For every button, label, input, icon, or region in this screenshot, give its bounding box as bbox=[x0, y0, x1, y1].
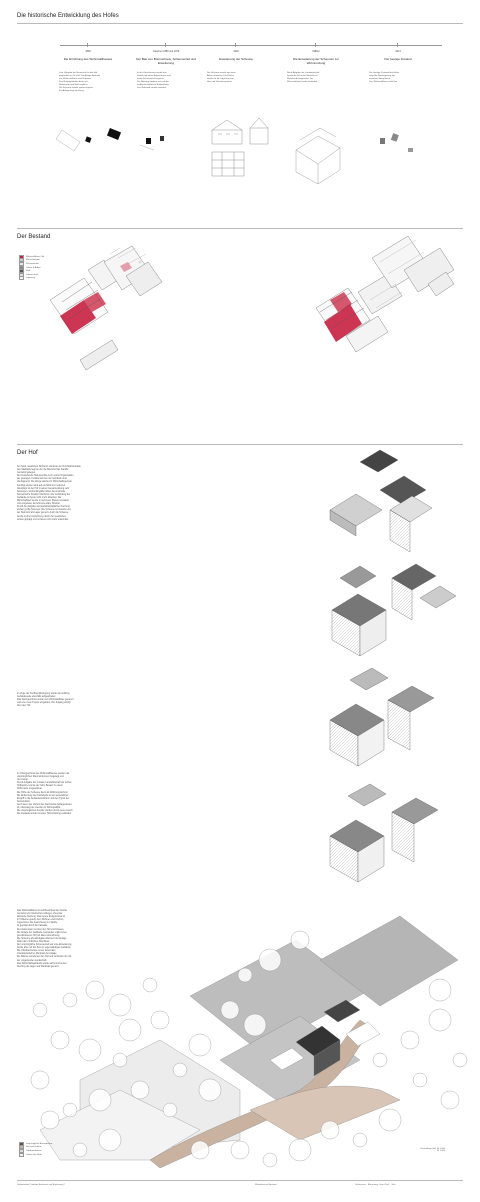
paragraph-line: harmonische Struktur überformt. Die Verbindung der bbox=[17, 493, 71, 496]
tree-canopy bbox=[441, 1091, 459, 1109]
paragraph-line: Die Fassade wurde mit einer Holzschalung verkleidet. bbox=[17, 813, 72, 816]
tree-canopy bbox=[321, 1121, 339, 1139]
timeline-heading: Der heutige Zustand bbox=[384, 57, 412, 61]
paragraph-line: Der Gartenraum ist über den Hof erschlossen. bbox=[17, 928, 64, 931]
timeline-text-line: Wohnraum umgenutzt. Der bbox=[287, 78, 314, 80]
site-plan bbox=[40, 916, 458, 1168]
timeline-heading: Die Erweiterung der Scheunen zur Wohnnutzung bbox=[293, 57, 339, 65]
timeline-text-line: Nach Aufgabe der Landwirtschaft bbox=[287, 72, 320, 74]
timeline-heading: Erweiterung der Scheune bbox=[219, 57, 253, 61]
tree-canopy bbox=[289, 1139, 311, 1161]
caption-line: M 1:500 bbox=[437, 1150, 445, 1152]
paragraph-line: Gebäude ist heute nicht mehr ablesbar. Der bbox=[17, 496, 62, 499]
paragraph-line: Die Obstbaumwiese ist ein besonders bbox=[17, 950, 56, 953]
paragraph-line: und eine neue Treppe eingebaut. Der Zugang erfolgt bbox=[17, 702, 71, 705]
paragraph-line: wurde in ihrer Ausrichtung durch den westlichen bbox=[17, 515, 66, 518]
tree-canopy bbox=[259, 949, 281, 971]
tree-canopy bbox=[231, 1141, 249, 1159]
paragraph-line: Eingriff in die Gebäudesubstanz und den Typus der bbox=[17, 797, 70, 800]
tree-canopy bbox=[119, 1019, 141, 1041]
axo-3 bbox=[330, 668, 434, 766]
timeline-text-line: Heu und Geräten genutzt. bbox=[207, 81, 233, 83]
bestand-heading: Der Bestand bbox=[17, 234, 51, 240]
paragraph-line: Die Anlage der Gebäude zueinander ergibt einen bbox=[17, 931, 67, 934]
paragraph-line: Das Wohnstallhaus ist seit Beschluss der Familie bbox=[17, 910, 67, 912]
axo-1 bbox=[330, 450, 432, 552]
timeline-text-line: Die Anlage liegt am Hang. bbox=[59, 90, 85, 92]
paragraph-line: Allerdings ist der Hof in seiner Gesamtwirkung sehr bbox=[17, 487, 70, 490]
paragraph-line: Gebäudeseite ebenfalls aufgearbeitet. bbox=[17, 696, 56, 699]
paragraph-line: Am Nord- westlichen Dorfrand, direkt an der Durchfahrtsstraße bbox=[17, 466, 81, 468]
paragraph-line: Durch die Aufgabe der landwirtschaftlichen Nutzung bbox=[17, 506, 70, 509]
paragraph-line: wurde aber mit der Zeit ein eigenständiges Gebäude. bbox=[17, 947, 72, 950]
timeline-text-line: Die Nutzung änderte sich mit der bbox=[137, 81, 169, 83]
legend-label: Leben & Arbeit bbox=[26, 266, 41, 269]
timeline-text-line: gegründet im 19. Jhd. Die Anlage bestand bbox=[59, 75, 100, 77]
legend-label: Hof und Zufahrt bbox=[26, 1146, 42, 1149]
timeline-text-line: In der Zwischenzeit wurde das bbox=[137, 72, 167, 74]
site-caption bbox=[420, 1148, 445, 1152]
paragraph-line: Auch wenn der Verlust des Fachwerks beklagenswert bbox=[17, 803, 72, 806]
tree-canopy bbox=[353, 1133, 367, 1147]
legend-label: Scheunenteil bbox=[26, 262, 39, 265]
tree-canopy bbox=[401, 1031, 419, 1049]
paragraph-line: Konstruktion. bbox=[17, 800, 31, 803]
timeline-text-line: Das Hauptgebäude diente als bbox=[59, 81, 88, 83]
paragraph-line: über den Hof. bbox=[17, 705, 31, 708]
timeline-heading: Die Errichtung des Wohnstallhauses bbox=[63, 57, 113, 61]
tree-canopy bbox=[373, 1053, 387, 1067]
timeline-text-line: Das Gebäude wurde erweitert. bbox=[137, 87, 167, 89]
tree-canopy bbox=[33, 1003, 47, 1017]
tree-canopy bbox=[453, 1053, 467, 1067]
legend-label: Stall bbox=[26, 270, 31, 273]
timeline-year: 2013 bbox=[395, 50, 401, 53]
paragraph-line: der gewogen. Funktionszonen der Gebäude sind bbox=[17, 478, 67, 481]
legend-label: Wohnstallhaus Teil bbox=[26, 255, 45, 258]
paragraph-line: heterogen. Grobe Eingriffe haben die einstmals bbox=[17, 490, 66, 493]
paragraph-line: Die Bäume umrahmen den Hof und verbinden ihn mit bbox=[17, 956, 72, 959]
paragraph-line: benötigt wurden sind auf ein Minimum reduziert. bbox=[17, 484, 66, 487]
tree-canopy bbox=[131, 1081, 149, 1099]
paragraph-line: stehen große Teile leer. Die Scheune ist marode und bbox=[17, 509, 71, 512]
tree-canopy bbox=[429, 979, 451, 1001]
tree-canopy bbox=[86, 981, 104, 999]
paragraph-line: charakteristisches Merkmal der Anlage. bbox=[17, 953, 58, 956]
timeline-text-line: wurde die Scheune teilweise zu bbox=[287, 75, 318, 77]
tree-canopy bbox=[151, 1011, 169, 1029]
tree-canopy bbox=[99, 1129, 121, 1151]
legend-label: Lagerung bbox=[26, 277, 36, 280]
paragraph-line: Durch Aufgabe der privaten Landwirtschaft der letzten bbox=[17, 782, 72, 785]
paragraph-line: Das Dachgeschoss wurde vom Wohnstallhaus getrennt bbox=[17, 699, 74, 702]
legend-label: Garten der Höfe bbox=[26, 1153, 42, 1156]
paragraph-line: neu belegt. bbox=[17, 779, 29, 782]
paragraph-line: Der bestehende Hofensemble ist in seiner Organisation bbox=[17, 475, 74, 478]
paragraph-line: Im Zuge der Fachwerkfreilegung wurde die südliche bbox=[17, 693, 70, 695]
tree-canopy bbox=[291, 931, 309, 949]
tree-canopy bbox=[89, 1089, 111, 1111]
paragraph-line: überlappend. Die Wege welche für Wirtschaftsgerüste bbox=[17, 481, 72, 484]
paragraph-line: geschlossenen Hof mit klarer Ausrichtung. bbox=[17, 934, 60, 937]
tree-canopy bbox=[263, 1153, 277, 1167]
tree-canopy bbox=[79, 1039, 101, 1061]
tree-canopy bbox=[199, 1079, 221, 1101]
footer-left: Diplomarbeit Tradition Baukunst und Ergänzung? bbox=[17, 1184, 65, 1186]
timeline-text-line: Die Scheune wurde um einen bbox=[207, 72, 236, 74]
tree-canopy bbox=[109, 994, 131, 1016]
timeline-text-line: landwirtschaftlichen Entwicklung. bbox=[137, 84, 169, 86]
footer-rule bbox=[17, 1180, 463, 1181]
timeline-year: zwischen 1880 und 1979 bbox=[152, 50, 180, 53]
legend-label: Wirtschaftsteil bbox=[26, 259, 40, 262]
timeline-year: 1920 bbox=[233, 50, 239, 53]
paragraph-line: Hofbesitzer wurde der hohe Besatz zu einem bbox=[17, 785, 63, 788]
paragraph-line: der umgebenden Landschaft. bbox=[17, 959, 47, 962]
legend-label: ursprüngliche Bausubstanz bbox=[26, 1142, 53, 1145]
paragraph-line: des Stadtteils liegt an der die Baumhof der Familie bbox=[17, 469, 69, 472]
legend-label: Obstbaumwiese bbox=[26, 1149, 42, 1152]
tree-canopy bbox=[429, 1009, 451, 1031]
tree-canopy bbox=[238, 968, 252, 982]
tree-canopy bbox=[413, 1073, 427, 1087]
paragraph-line: Nutzung als Lager und Werkstatt genutzt. bbox=[17, 965, 60, 968]
timeline-text-line: aus Wohnstallhaus und Scheune. bbox=[59, 78, 92, 80]
tree-canopy bbox=[173, 1063, 187, 1077]
paragraph-line: Die ursprünglichen Fenster wurden durch neue ersetzt. bbox=[17, 810, 74, 813]
paragraph-line: ist, überwiegt der Gewinn an Wohnqualität. bbox=[17, 807, 61, 810]
timeline-year: 1860 bbox=[85, 50, 91, 53]
paragraph-line: in 5 Räume geteilt, dem Wohnen und Kochen bbox=[17, 919, 64, 922]
paragraph-line: zugeordnet. Die Ausrichtung zur Straße bbox=[17, 922, 58, 925]
paragraph-line: der Stall wird als Lager genutzt. Auch die Scheune bbox=[17, 512, 69, 515]
site-legend bbox=[19, 1142, 52, 1156]
tree-canopy bbox=[379, 1109, 401, 1131]
paragraph-line: Die Scheune als wichtigstes Element der Anlage bbox=[17, 937, 67, 940]
paragraph-line: Gerrwind ein historisches Anliegen ohne klar bbox=[17, 913, 63, 916]
timeline-year: 1980er bbox=[312, 50, 320, 53]
paragraph-line: ursprünglichen Raumstrukturen freigelegt und bbox=[17, 776, 64, 779]
timeline-text-line: Anbau erweitert. Die Fläche bbox=[207, 75, 234, 77]
legend-label: Lebensraum bbox=[26, 273, 39, 276]
timeline-text-line: Das Wohnstallhaus steht leer. bbox=[369, 81, 398, 83]
tree-canopy bbox=[189, 1034, 211, 1056]
timeline-text-line: Laut Urkunde der Bauernhof ist der Hof bbox=[59, 72, 98, 74]
timeline-heading: Der Bau von Brennerhaus, Scheunenteil und Erweiterung bbox=[136, 57, 196, 65]
tree-canopy bbox=[31, 1071, 49, 1089]
paragraph-line: Die Höhe der Scheune dient als Wohnungsschutz. bbox=[17, 791, 69, 794]
paragraph-line: Im Obergeschoss des Wohnstallhauses wurden die bbox=[17, 773, 70, 775]
timeline-text-line: wurde für die Lagerung von bbox=[207, 78, 234, 80]
tree-canopy bbox=[221, 1001, 239, 1019]
timeline-text-line: Der heutige Zustand des Hofes bbox=[369, 72, 400, 74]
tree-canopy bbox=[63, 993, 77, 1007]
paragraph-line: bildet den nördlichen Abschluss. bbox=[17, 940, 50, 943]
timeline-text-line: zeigt die Überlagerung der bbox=[369, 75, 395, 77]
paragraph-line: Wirtschaftsteil wurde in mehreren Phasen erweitert bbox=[17, 500, 69, 503]
paragraph-line: definierte Nutzung. Das Innere Erdgeschoss ist bbox=[17, 916, 66, 919]
paragraph-line: Wohnraum umgewidmet. bbox=[17, 788, 43, 791]
paragraph-line: Der ursprüngliche Scheunenteil war eine Erweiterung, bbox=[17, 944, 72, 947]
paragraph-line: Gerrwind gelegen. bbox=[17, 472, 36, 475]
tree-canopy bbox=[191, 1141, 209, 1159]
caption-line: Gesamtlage Hof, M 1:500 bbox=[420, 1148, 445, 1150]
tree-canopy bbox=[113, 1053, 127, 1067]
page-title: Die historische Entwicklung des Hofes bbox=[17, 13, 119, 19]
paragraph-line: ist geprägt durch die Fassade. bbox=[17, 925, 48, 928]
axo-2 bbox=[332, 564, 456, 656]
axo-4 bbox=[330, 784, 438, 882]
tree-canopy bbox=[41, 1111, 59, 1129]
timeline-text-line: Gehöft um einen Brennerhaus und bbox=[137, 75, 171, 77]
tree-canopy bbox=[73, 1143, 87, 1157]
tree-canopy bbox=[63, 1103, 77, 1117]
hof-heading: Der Hof bbox=[17, 450, 38, 456]
timeline-text-line: Wohnraum und Stall zugleich. bbox=[59, 84, 89, 86]
timeline-text-line: Wirtschaftsteil wurde verändert. bbox=[287, 81, 318, 83]
legend-item bbox=[19, 1153, 52, 1157]
paragraph-line: Anbau geprägt und ist heute nicht mehr erkennbar. bbox=[17, 518, 69, 521]
paragraph-line: Das Wirtschaftsgebäude wurde auf Grund seiner bbox=[17, 962, 67, 965]
timeline-text-line: Die Scheune wurde später ergänzt. bbox=[59, 87, 94, 89]
tree-canopy bbox=[163, 1103, 177, 1117]
tree-canopy bbox=[51, 1031, 69, 1049]
legend-swatch bbox=[19, 1153, 24, 1157]
tree-canopy bbox=[244, 1014, 266, 1036]
paragraph-line: Die Entfernung des Fachwerks ist ein wesentlicher bbox=[17, 794, 69, 797]
footer-mid: Weiterbau im Bestand bbox=[255, 1184, 277, 1186]
timeline-text-line: einzelnen Bauphasen. bbox=[369, 78, 391, 80]
footer-right: Verfasserin · Betreuung: Univ.-Prof. · Jahr bbox=[355, 1184, 396, 1186]
paragraph-line: und umgebaut. Es fehlt eine klare Struktur. bbox=[17, 503, 61, 506]
timeline-text-line: einen Scheunenteil ergänzt. bbox=[137, 78, 165, 80]
tree-canopy bbox=[143, 978, 157, 992]
